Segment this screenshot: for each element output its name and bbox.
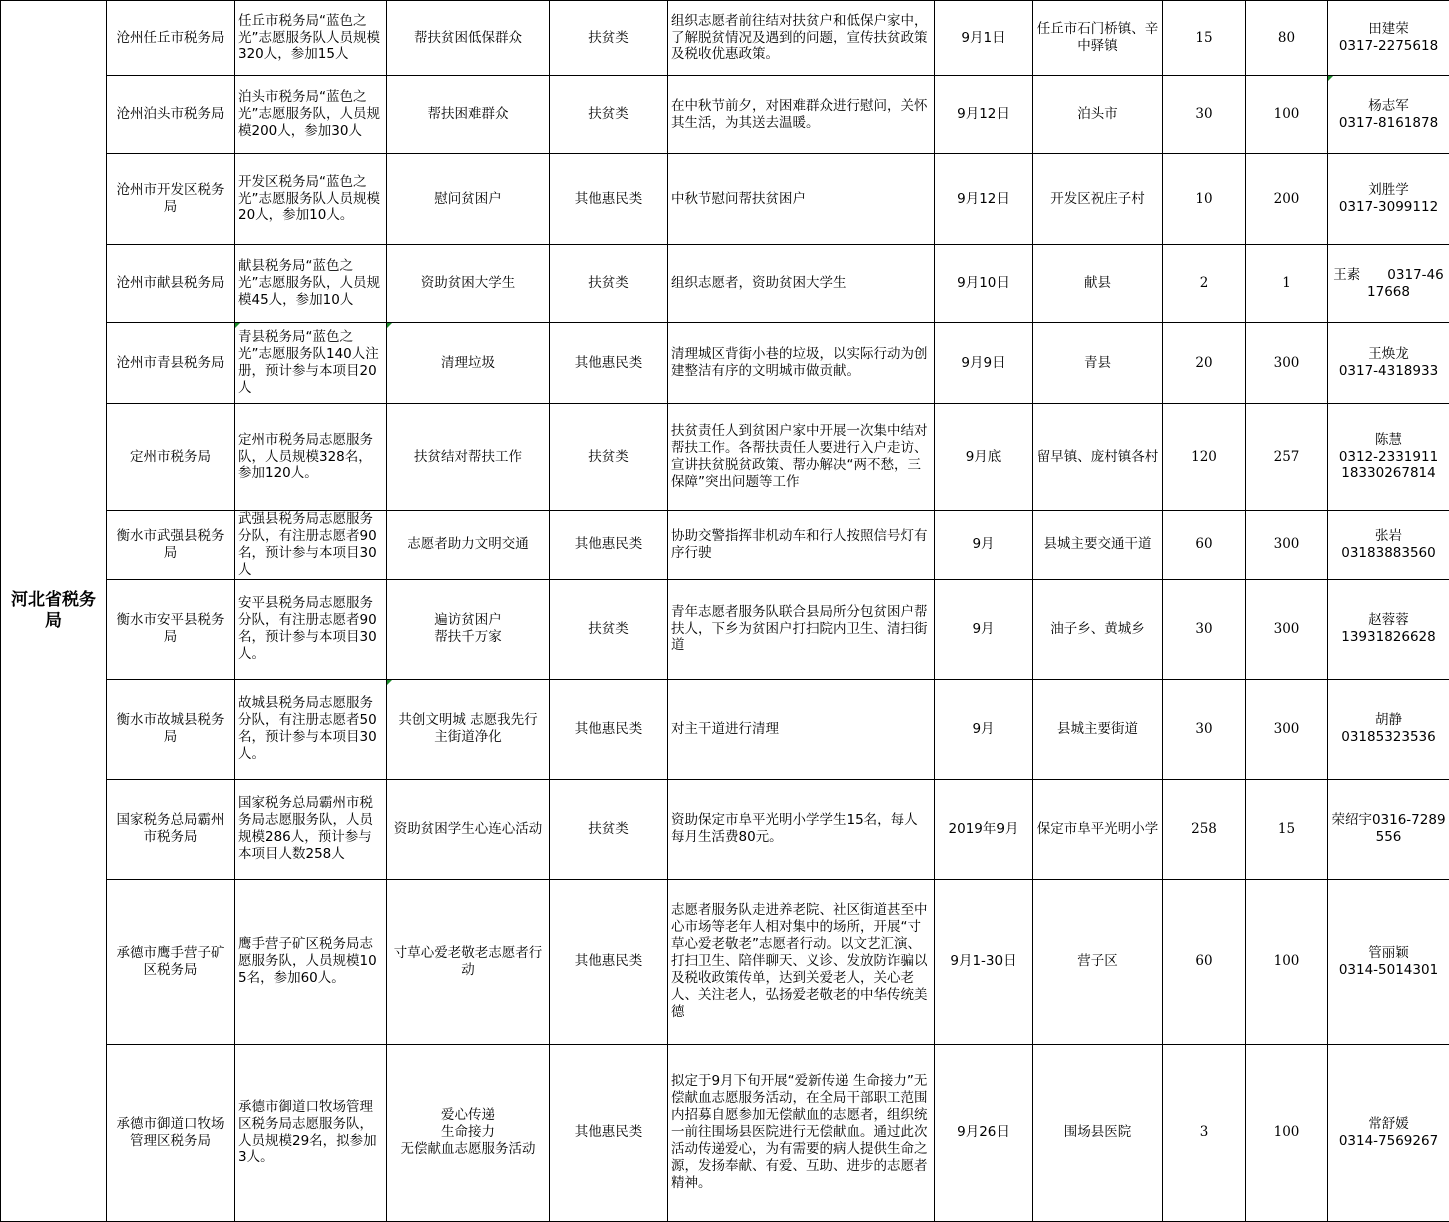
volunteers-text: 2 [1166, 275, 1242, 292]
table-row [1, 76, 1449, 154]
category-text: 其他惠民类 [553, 191, 664, 208]
beneficiaries-cell [1246, 1044, 1328, 1221]
category-text: 扶贫类 [553, 821, 664, 838]
team-cell [235, 511, 387, 580]
volunteers-text: 30 [1166, 106, 1242, 123]
date-cell [935, 779, 1033, 879]
beneficiaries-cell [1246, 779, 1328, 879]
beneficiaries-text: 300 [1249, 355, 1324, 372]
contact-cell [1328, 76, 1449, 154]
volunteers-cell [1163, 1, 1246, 76]
unit-text: 衡水市武强县税务局 [110, 528, 231, 562]
team-text: 任丘市税务局“蓝色之光”志愿服务队人员规模320人，参加15人 [238, 13, 383, 64]
team-cell [235, 1044, 387, 1221]
volunteers-text: 30 [1166, 721, 1242, 738]
beneficiaries-cell [1246, 245, 1328, 323]
beneficiaries-text: 15 [1249, 821, 1324, 838]
date-cell [935, 245, 1033, 323]
unit-text: 沧州任丘市税务局 [110, 30, 231, 47]
location-text: 营子区 [1036, 953, 1159, 970]
content-text: 协助交警指挥非机动车和行人按照信号灯有序行驶 [671, 528, 931, 562]
contact-cell [1328, 879, 1449, 1044]
date-cell [935, 1, 1033, 76]
team-text: 安平县税务局志愿服务分队，有注册志愿者90名，预计参与本项目30人。 [238, 595, 383, 663]
contact-text: 管丽颖 0314-5014301 [1331, 945, 1446, 979]
project-cell [387, 679, 550, 779]
date-text: 9月26日 [938, 1124, 1029, 1141]
volunteers-text: 15 [1166, 30, 1242, 47]
project-text: 寸草心爱老敬老志愿者行动 [390, 945, 546, 979]
project-text: 遍访贫困户 帮扶千万家 [390, 612, 546, 646]
category-text: 其他惠民类 [553, 536, 664, 553]
team-text: 献县税务局“蓝色之光”志愿服务队，人员规模45人，参加10人 [238, 258, 383, 309]
date-cell [935, 154, 1033, 245]
content-cell [668, 1, 935, 76]
content-text: 拟定于9月下旬开展“爱新传递 生命接力”无偿献血志愿服务活动，在全局干部职工范围内招募自愿参加无偿献血的志愿者，组织统一前往围场县医院进行无偿献血。通过此次活动传递爱心，为有需要的病人提供生命之源，发扬奉献、有爱、互助、进步的志愿者精神。 [671, 1073, 931, 1191]
location-cell [1033, 245, 1163, 323]
volunteers-text: 60 [1166, 953, 1242, 970]
project-text: 爱心传递 生命接力 无偿献血志愿服务活动 [390, 1107, 546, 1158]
category-cell [550, 879, 668, 1044]
date-cell [935, 76, 1033, 154]
table-row [1, 404, 1449, 511]
contact-cell [1328, 1, 1449, 76]
project-cell [387, 404, 550, 511]
project-cell [387, 1044, 550, 1221]
content-cell [668, 879, 935, 1044]
location-cell [1033, 154, 1163, 245]
location-text: 留早镇、庞村镇各村 [1036, 449, 1159, 466]
project-cell [387, 154, 550, 245]
unit-cell [107, 1044, 235, 1221]
contact-text: 王焕龙 0317-4318933 [1331, 346, 1446, 380]
cell-marker-icon [387, 680, 392, 685]
contact-text: 王素 0317-4617668 [1331, 267, 1446, 301]
table-row [1, 154, 1449, 245]
project-cell [387, 879, 550, 1044]
date-text: 9月底 [938, 449, 1029, 466]
location-text: 任丘市石门桥镇、辛中驿镇 [1036, 21, 1159, 55]
content-text: 在中秋节前夕，对困难群众进行慰问，关怀其生活，为其送去温暖。 [671, 98, 931, 132]
category-cell [550, 154, 668, 245]
category-cell [550, 323, 668, 404]
content-text: 青年志愿者服务队联合县局所分包贫困户帮扶人，下乡为贫困户打扫院内卫生、清扫街道 [671, 604, 931, 655]
project-cell [387, 779, 550, 879]
category-text: 其他惠民类 [553, 355, 664, 372]
contact-text: 常舒媛 0314-7569267 [1331, 1116, 1446, 1150]
category-cell [550, 76, 668, 154]
volunteers-cell [1163, 76, 1246, 154]
beneficiaries-text: 100 [1249, 106, 1324, 123]
contact-text: 田建荣 0317-2275618 [1331, 21, 1446, 55]
project-text: 志愿者助力文明交通 [390, 536, 546, 553]
location-cell [1033, 779, 1163, 879]
contact-text: 刘胜学 0317-3099112 [1331, 182, 1446, 216]
project-text: 清理垃圾 [390, 355, 546, 372]
content-cell [668, 579, 935, 679]
date-text: 2019年9月 [938, 821, 1029, 838]
category-cell [550, 1044, 668, 1221]
unit-cell [107, 76, 235, 154]
table-row [1, 1044, 1449, 1221]
location-text: 泊头市 [1036, 106, 1159, 123]
beneficiaries-cell [1246, 404, 1328, 511]
project-cell [387, 1, 550, 76]
content-text: 对主干道进行清理 [671, 721, 931, 738]
team-cell [235, 323, 387, 404]
beneficiaries-text: 300 [1249, 621, 1324, 638]
team-text: 故城县税务局志愿服务分队，有注册志愿者50名，预计参与本项目30人。 [238, 695, 383, 763]
beneficiaries-text: 200 [1249, 191, 1324, 208]
unit-cell [107, 511, 235, 580]
project-text: 慰问贫困户 [390, 191, 546, 208]
table-row [1, 879, 1449, 1044]
project-cell [387, 511, 550, 580]
content-cell [668, 404, 935, 511]
category-cell [550, 404, 668, 511]
beneficiaries-text: 100 [1249, 1124, 1324, 1141]
unit-text: 衡水市安平县税务局 [110, 612, 231, 646]
beneficiaries-text: 80 [1249, 30, 1324, 47]
table-row [1, 679, 1449, 779]
contact-cell [1328, 323, 1449, 404]
team-text: 定州市税务局志愿服务队，人员规模328名，参加120人。 [238, 432, 383, 483]
date-text: 9月 [938, 621, 1029, 638]
beneficiaries-cell [1246, 511, 1328, 580]
volunteers-text: 30 [1166, 621, 1242, 638]
contact-cell [1328, 511, 1449, 580]
beneficiaries-text: 300 [1249, 536, 1324, 553]
location-cell [1033, 879, 1163, 1044]
table-row [1, 579, 1449, 679]
project-cell [387, 323, 550, 404]
project-cell [387, 76, 550, 154]
table-row [1, 511, 1449, 580]
unit-text: 承德市鹰手营子矿区税务局 [110, 945, 231, 979]
beneficiaries-cell [1246, 154, 1328, 245]
date-text: 9月1-30日 [938, 953, 1029, 970]
location-cell [1033, 323, 1163, 404]
team-cell [235, 154, 387, 245]
category-cell [550, 245, 668, 323]
volunteers-cell [1163, 245, 1246, 323]
unit-cell [107, 879, 235, 1044]
contact-text: 杨志军 0317-8161878 [1331, 98, 1446, 132]
volunteers-cell [1163, 323, 1246, 404]
category-cell [550, 679, 668, 779]
beneficiaries-text: 100 [1249, 953, 1324, 970]
unit-cell [107, 679, 235, 779]
team-cell [235, 579, 387, 679]
category-cell [550, 579, 668, 679]
volunteers-cell [1163, 779, 1246, 879]
category-cell [550, 779, 668, 879]
contact-text: 赵蓉蓉 13931826628 [1331, 612, 1446, 646]
category-text: 其他惠民类 [553, 1124, 664, 1141]
cell-marker-icon [235, 323, 240, 328]
table-row [1, 245, 1449, 323]
beneficiaries-text: 257 [1249, 449, 1324, 466]
date-text: 9月12日 [938, 191, 1029, 208]
contact-cell [1328, 245, 1449, 323]
date-text: 9月 [938, 536, 1029, 553]
location-cell [1033, 1, 1163, 76]
volunteers-cell [1163, 511, 1246, 580]
date-text: 9月 [938, 721, 1029, 738]
unit-text: 国家税务总局霸州市税务局 [110, 812, 231, 846]
volunteers-text: 20 [1166, 355, 1242, 372]
volunteers-text: 3 [1166, 1124, 1242, 1141]
date-cell [935, 511, 1033, 580]
date-text: 9月1日 [938, 30, 1029, 47]
volunteers-text: 258 [1166, 821, 1242, 838]
unit-cell [107, 579, 235, 679]
location-text: 献县 [1036, 275, 1159, 292]
contact-cell [1328, 579, 1449, 679]
location-text: 县城主要街道 [1036, 721, 1159, 738]
team-cell [235, 1, 387, 76]
unit-cell [107, 323, 235, 404]
content-cell [668, 154, 935, 245]
content-cell [668, 779, 935, 879]
date-cell [935, 879, 1033, 1044]
beneficiaries-text: 300 [1249, 721, 1324, 738]
team-text: 承德市御道口牧场管理区税务局志愿服务队，人员规模29名，拟参加3人。 [238, 1099, 383, 1167]
content-text: 组织志愿者，资助贫困大学生 [671, 275, 931, 292]
content-cell [668, 679, 935, 779]
volunteers-cell [1163, 154, 1246, 245]
date-text: 9月9日 [938, 355, 1029, 372]
unit-text: 承德市御道口牧场管理区税务局 [110, 1116, 231, 1150]
location-cell [1033, 404, 1163, 511]
category-text: 其他惠民类 [553, 953, 664, 970]
date-cell [935, 679, 1033, 779]
table-body [1, 1, 1449, 1222]
volunteers-cell [1163, 404, 1246, 511]
location-cell [1033, 1044, 1163, 1221]
volunteers-text: 10 [1166, 191, 1242, 208]
content-text: 志愿者服务队走进养老院、社区街道甚至中心市场等老年人相对集中的场所，开展“寸草心爱老敬老”志愿者行动。以文艺汇演、打扫卫生、陪伴聊天、义诊、发放防诈骗以及税收政策传单，达到关爱老人，关心老人、关注老人，弘扬爱老敬老的中华传统美德 [671, 902, 931, 1020]
date-cell [935, 1044, 1033, 1221]
beneficiaries-cell [1246, 879, 1328, 1044]
category-cell [550, 511, 668, 580]
cell-marker-icon [387, 323, 392, 328]
content-text: 扶贫责任人到贫困户家中开展一次集中结对帮扶工作。各帮扶责任人要进行入户走访、宣讲扶贫脱贫政策、帮办解决“两不愁，三保障”突出问题等工作 [671, 423, 931, 491]
location-text: 青县 [1036, 355, 1159, 372]
unit-cell [107, 245, 235, 323]
content-text: 资助保定市阜平光明小学学生15名，每人每月生活费80元。 [671, 812, 931, 846]
location-cell [1033, 579, 1163, 679]
team-cell [235, 779, 387, 879]
volunteers-cell [1163, 879, 1246, 1044]
contact-text: 胡静 03185323536 [1331, 712, 1446, 746]
project-text: 资助贫困学生心连心活动 [390, 821, 546, 838]
table-row [1, 323, 1449, 404]
location-cell [1033, 511, 1163, 580]
content-cell [668, 1044, 935, 1221]
team-cell [235, 679, 387, 779]
table-row [1, 1, 1449, 76]
category-text: 其他惠民类 [553, 721, 664, 738]
unit-cell [107, 404, 235, 511]
team-cell [235, 404, 387, 511]
date-text: 9月12日 [938, 106, 1029, 123]
contact-cell [1328, 404, 1449, 511]
location-text: 保定市阜平光明小学 [1036, 821, 1159, 838]
content-text: 组织志愿者前往结对扶贫户和低保户家中，了解脱贫情况及遇到的问题，宣传扶贫政策及税收优惠政策。 [671, 13, 931, 64]
unit-cell [107, 1, 235, 76]
contact-text: 陈慧 0312-2331911 18330267814 [1331, 432, 1446, 483]
team-text: 开发区税务局“蓝色之光”志愿服务队人员规模20人，参加10人。 [238, 174, 383, 225]
project-cell [387, 245, 550, 323]
content-text: 清理城区背街小巷的垃圾，以实际行动为创建整洁有序的文明城市做贡献。 [671, 346, 931, 380]
volunteers-text: 120 [1166, 449, 1242, 466]
beneficiaries-cell [1246, 76, 1328, 154]
project-text: 扶贫结对帮扶工作 [390, 449, 546, 466]
contact-text: 张岩 03183883560 [1331, 528, 1446, 562]
team-text: 国家税务总局霸州市税务局志愿服务队，人员规模286人，预计参与本项目人数258人 [238, 795, 383, 863]
location-cell [1033, 679, 1163, 779]
beneficiaries-text: 1 [1249, 275, 1324, 292]
contact-cell [1328, 779, 1449, 879]
unit-cell [107, 779, 235, 879]
project-cell [387, 579, 550, 679]
volunteers-cell [1163, 579, 1246, 679]
beneficiaries-cell [1246, 323, 1328, 404]
contact-cell [1328, 154, 1449, 245]
beneficiaries-cell [1246, 1, 1328, 76]
unit-text: 沧州市开发区税务局 [110, 182, 231, 216]
team-text: 武强县税务局志愿服务分队，有注册志愿者90名，预计参与本项目30人 [238, 511, 383, 579]
location-text: 县城主要交通干道 [1036, 536, 1159, 553]
location-cell [1033, 76, 1163, 154]
content-cell [668, 76, 935, 154]
unit-text: 衡水市故城县税务局 [110, 712, 231, 746]
content-cell [668, 245, 935, 323]
team-text: 泊头市税务局“蓝色之光”志愿服务队，人员规模200人，参加30人 [238, 89, 383, 140]
contact-text: 荣绍宇0316-7289556 [1331, 812, 1446, 846]
project-text: 共创文明城 志愿我先行 主街道净化 [390, 712, 546, 746]
category-text: 扶贫类 [553, 449, 664, 466]
volunteers-cell [1163, 1044, 1246, 1221]
unit-text: 沧州市青县税务局 [110, 355, 231, 372]
volunteers-text: 60 [1166, 536, 1242, 553]
unit-text: 定州市税务局 [110, 449, 231, 466]
project-text: 资助贫困大学生 [390, 275, 546, 292]
unit-text: 沧州泊头市税务局 [110, 106, 231, 123]
beneficiaries-cell [1246, 679, 1328, 779]
team-text: 鹰手营子矿区税务局志愿服务队，人员规模105名，参加60人。 [238, 936, 383, 987]
unit-cell [107, 154, 235, 245]
team-text: 青县税务局“蓝色之光”志愿服务队140人注册，预计参与本项目20人 [238, 329, 383, 397]
project-text: 帮扶贫困低保群众 [390, 30, 546, 47]
team-cell [235, 76, 387, 154]
team-cell [235, 879, 387, 1044]
date-text: 9月10日 [938, 275, 1029, 292]
province-cell: 河北省税务局 [1, 1, 107, 1222]
content-text: 中秋节慰问帮扶贫困户 [671, 191, 931, 208]
date-cell [935, 404, 1033, 511]
content-cell [668, 511, 935, 580]
location-text: 开发区祝庄子村 [1036, 191, 1159, 208]
contact-cell [1328, 1044, 1449, 1221]
location-text: 围场县医院 [1036, 1124, 1159, 1141]
project-text: 帮扶困难群众 [390, 106, 546, 123]
category-cell [550, 1, 668, 76]
location-text: 油子乡、黄城乡 [1036, 621, 1159, 638]
volunteers-cell [1163, 679, 1246, 779]
contact-cell [1328, 679, 1449, 779]
category-text: 扶贫类 [553, 621, 664, 638]
beneficiaries-cell [1246, 579, 1328, 679]
date-cell [935, 579, 1033, 679]
content-cell [668, 323, 935, 404]
category-text: 扶贫类 [553, 106, 664, 123]
category-text: 扶贫类 [553, 30, 664, 47]
cell-marker-icon [1328, 76, 1333, 81]
table-row [1, 779, 1449, 879]
team-cell [235, 245, 387, 323]
date-cell [935, 323, 1033, 404]
category-text: 扶贫类 [553, 275, 664, 292]
unit-text: 沧州市献县税务局 [110, 275, 231, 292]
